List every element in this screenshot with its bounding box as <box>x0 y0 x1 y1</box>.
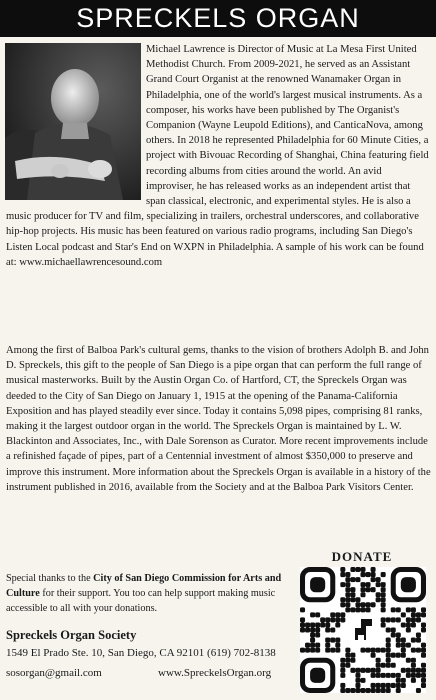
sponsor-name: City of San Diego Commission for Arts and Culture <box>6 573 282 599</box>
qr-code-icon <box>300 567 426 693</box>
history-text: Among the first of Balboa Park's cultural gems, thanks to the vision of brothers Adolph B. and John D. Spreckels, this gift to the people of San Diego is a pipe organ that can perform the full range of musical masterworks. Built by the Austin Organ Co. of Hartford, CT, the Spreckels Organ was deeded to the City of San Diego on January 1, 1915 at the opening of the Panama-California Exposition and has played steadily ever since. Today it contains 5,098 pipes, comprising 81 ranks, making it the largest outdoor organ in the world. The Spreckels Organ is maintained by L. W. Blackinton and Associates, Inc., with Dale Sorenson as Curator. More recent improvements include a refinished façade of pipes, part of a Centennial investment of almost $350,000 to preserve and improve this instrument. More information about the Spreckels Organ is available in a history of the instrument published in 2016, available from the Society and at the Balboa Park Visitors Center. <box>6 345 431 493</box>
history-paragraph <box>6 343 431 495</box>
society-website-link[interactable]: www.SpreckelsOrgan.org <box>158 667 272 679</box>
page-title-text: SPRECKELS ORGAN <box>76 3 360 33</box>
portrait-spacer <box>6 42 146 202</box>
bio-paragraph <box>6 42 431 270</box>
society-name: Spreckels Organ Society <box>6 628 137 642</box>
thanks-suffix: for their support. You too can help support making music accessible to all with your donations. <box>6 588 276 614</box>
page-title <box>0 0 436 37</box>
donate-qr-code[interactable] <box>300 567 426 693</box>
donate-label: DONATE <box>331 549 393 564</box>
bio-text: Michael Lawrence is Director of Music at La Mesa First United Methodist Church. From 2009-2021, he served as an Assistant Grand Court Organist at the renowned Wanamaker Organ in Philadelphia, one of the world's largest musical instruments. As a composer, his works have been published by The Organist's Companion (Wayne Leupold Editions), and CanticaNova, among others. In 2018 he represented Philadelphia for 60 Minute Cities, a project with Bivouac Recording of Shanghai, China featuring field recording albums from cities around the world. An avid improviser, he has released works as an independent artist that span classical, electronic, and experimental styles. He is also a music producer for TV and film, specializing in trailers, orchestral underscores, and collaborative hip-hop projects. His music has been featured on various radio programs, including San Diego's Listen Local podcast and Star's End on WXPN in Philadelphia. A sample of his work can be found at: www.michaellawrencesound.com <box>6 44 429 268</box>
thanks-note <box>6 571 284 616</box>
society-email-link[interactable]: sosorgan@gmail.com <box>6 667 102 679</box>
thanks-prefix: Special thanks to the <box>6 573 94 584</box>
society-address: 1549 El Prado Ste. 10, San Diego, CA 92101 (619) 702-8138 <box>6 647 276 659</box>
